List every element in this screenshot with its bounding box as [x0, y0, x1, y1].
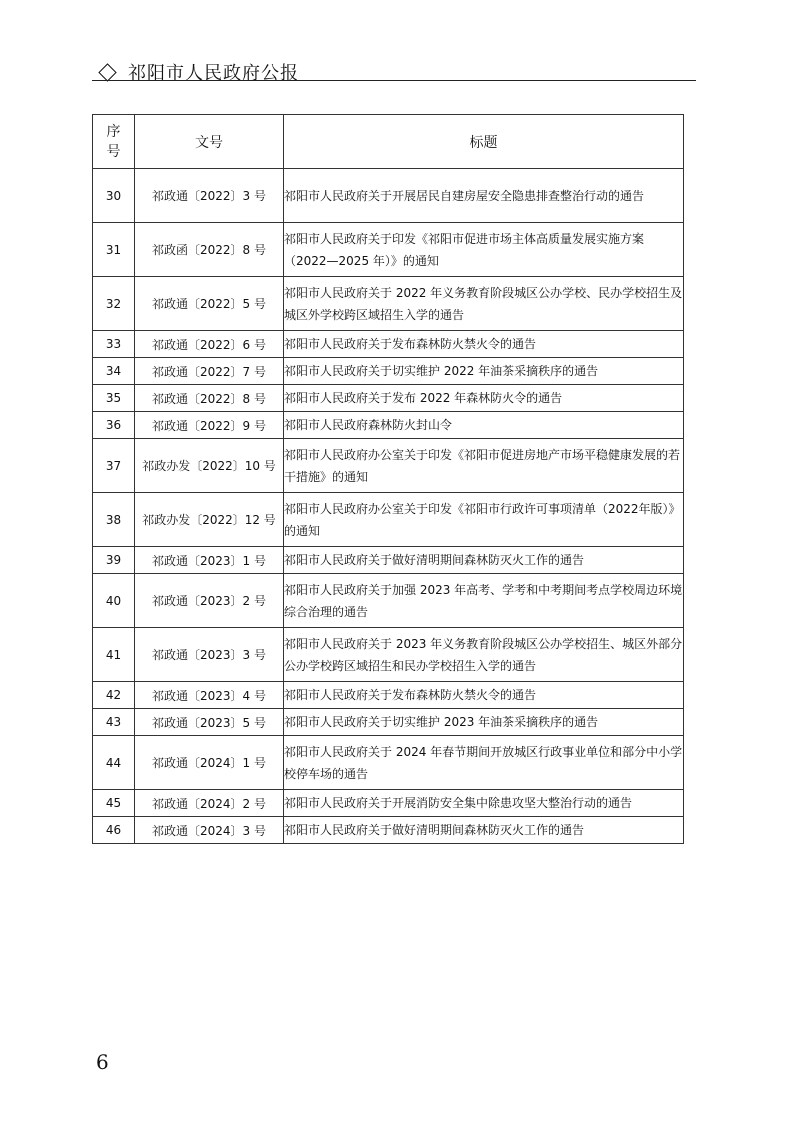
row-title-cell: 祁阳市人民政府关于发布森林防火禁火令的通告 — [284, 682, 684, 709]
row-seq-cell: 42 — [93, 682, 135, 709]
row-seq-cell: 43 — [93, 709, 135, 736]
page-header — [96, 56, 696, 88]
row-seq-cell: 35 — [93, 385, 135, 412]
row-title-cell: 祁阳市人民政府关于 2024 年春节期间开放城区行政事业单位和部分中小学校停车场的通告 — [284, 736, 684, 790]
row-seq-cell: 44 — [93, 736, 135, 790]
row-seq-cell: 40 — [93, 574, 135, 628]
table-row — [93, 169, 684, 223]
row-title-cell: 祁阳市人民政府森林防火封山令 — [284, 412, 684, 439]
column-header-title: 标题 — [284, 115, 684, 169]
row-doc-no-cell: 祁政通〔2023〕5 号 — [135, 709, 284, 736]
row-doc-no-cell: 祁政通〔2024〕1 号 — [135, 736, 284, 790]
table-row — [93, 493, 684, 547]
row-title-cell: 祁阳市人民政府关于做好清明期间森林防灭火工作的通告 — [284, 547, 684, 574]
row-title-cell: 祁阳市人民政府关于切实维护 2022 年油茶采摘秩序的通告 — [284, 358, 684, 385]
row-seq-cell: 45 — [93, 790, 135, 817]
row-seq-cell: 33 — [93, 331, 135, 358]
table-row — [93, 628, 684, 682]
row-title-cell: 祁阳市人民政府关于开展居民自建房屋安全隐患排查整治行动的通告 — [284, 169, 684, 223]
row-seq-cell: 34 — [93, 358, 135, 385]
table-row — [93, 439, 684, 493]
row-doc-no-cell: 祁政通〔2022〕8 号 — [135, 385, 284, 412]
row-doc-no-cell: 祁政办发〔2022〕12 号 — [135, 493, 284, 547]
column-header-doc-no: 文号 — [135, 115, 284, 169]
row-seq-cell: 30 — [93, 169, 135, 223]
document-table — [92, 114, 684, 844]
table-row — [93, 817, 684, 844]
row-title-cell: 祁阳市人民政府关于 2022 年义务教育阶段城区公办学校、民办学校招生及城区外学校跨区域招生入学的通告 — [284, 277, 684, 331]
row-doc-no-cell: 祁政通〔2023〕1 号 — [135, 547, 284, 574]
table-row — [93, 736, 684, 790]
header-divider — [92, 80, 696, 81]
row-title-cell: 祁阳市人民政府关于切实维护 2023 年油茶采摘秩序的通告 — [284, 709, 684, 736]
row-seq-cell: 38 — [93, 493, 135, 547]
row-title-cell: 祁阳市人民政府关于印发《祁阳市促进市场主体高质量发展实施方案（2022—2025 年）》的通知 — [284, 223, 684, 277]
page-number: 6 — [96, 1050, 109, 1074]
row-title-cell: 祁阳市人民政府办公室关于印发《祁阳市行政许可事项清单（2022年版）》的通知 — [284, 493, 684, 547]
table-row — [93, 223, 684, 277]
row-title-cell: 祁阳市人民政府关于做好清明期间森林防灭火工作的通告 — [284, 817, 684, 844]
row-doc-no-cell: 祁政通〔2022〕6 号 — [135, 331, 284, 358]
table-row — [93, 547, 684, 574]
row-seq-cell: 41 — [93, 628, 135, 682]
row-title-cell: 祁阳市人民政府关于 2023 年义务教育阶段城区公办学校招生、城区外部分公办学校跨区域招生和民办学校招生入学的通告 — [284, 628, 684, 682]
table-row — [93, 412, 684, 439]
row-seq-cell: 32 — [93, 277, 135, 331]
row-doc-no-cell: 祁政通〔2023〕4 号 — [135, 682, 284, 709]
row-doc-no-cell: 祁政通〔2023〕3 号 — [135, 628, 284, 682]
table-row — [93, 331, 684, 358]
row-seq-cell: 36 — [93, 412, 135, 439]
row-title-cell: 祁阳市人民政府关于发布森林防火禁火令的通告 — [284, 331, 684, 358]
table-row — [93, 358, 684, 385]
diamond-icon — [98, 63, 116, 81]
row-seq-cell: 46 — [93, 817, 135, 844]
row-doc-no-cell: 祁政通〔2022〕5 号 — [135, 277, 284, 331]
row-title-cell: 祁阳市人民政府办公室关于印发《祁阳市促进房地产市场平稳健康发展的若干措施》的通知 — [284, 439, 684, 493]
row-doc-no-cell: 祁政通〔2024〕2 号 — [135, 790, 284, 817]
row-doc-no-cell: 祁政通〔2024〕3 号 — [135, 817, 284, 844]
publication-title: 祁阳市人民政府公报 — [128, 63, 299, 84]
row-doc-no-cell: 祁政通〔2023〕2 号 — [135, 574, 284, 628]
table-row — [93, 709, 684, 736]
table-row — [93, 574, 684, 628]
column-header-seq: 序号 — [93, 115, 135, 169]
row-doc-no-cell: 祁政函〔2022〕8 号 — [135, 223, 284, 277]
row-title-cell: 祁阳市人民政府关于加强 2023 年高考、学考和中考期间考点学校周边环境综合治理的通告 — [284, 574, 684, 628]
table-row — [93, 385, 684, 412]
row-seq-cell: 39 — [93, 547, 135, 574]
row-title-cell: 祁阳市人民政府关于开展消防安全集中除患攻坚大整治行动的通告 — [284, 790, 684, 817]
table-header-row — [93, 115, 684, 169]
table-row — [93, 277, 684, 331]
table-body — [93, 169, 684, 844]
row-seq-cell: 37 — [93, 439, 135, 493]
table-row — [93, 790, 684, 817]
table-row — [93, 682, 684, 709]
row-title-cell: 祁阳市人民政府关于发布 2022 年森林防火令的通告 — [284, 385, 684, 412]
row-doc-no-cell: 祁政通〔2022〕3 号 — [135, 169, 284, 223]
row-doc-no-cell: 祁政通〔2022〕9 号 — [135, 412, 284, 439]
row-doc-no-cell: 祁政通〔2022〕7 号 — [135, 358, 284, 385]
row-doc-no-cell: 祁政办发〔2022〕10 号 — [135, 439, 284, 493]
row-seq-cell: 31 — [93, 223, 135, 277]
